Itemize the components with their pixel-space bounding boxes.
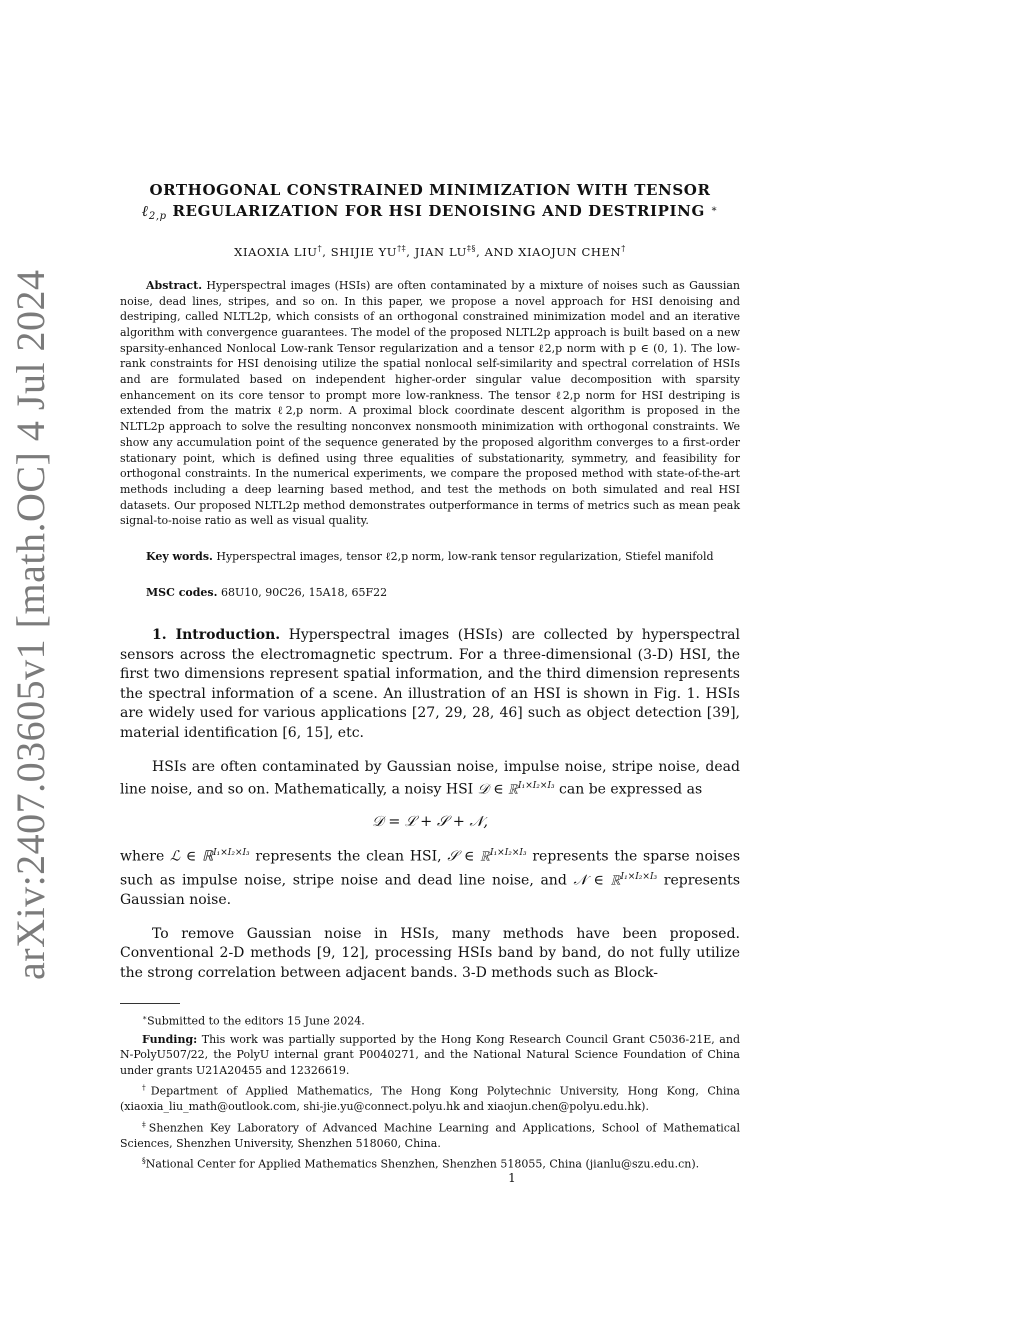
author-name: SHIJIE YU (330, 244, 398, 259)
paper-page (120, 176, 740, 1172)
where-text-b: represents the clean HSI, (249, 849, 448, 866)
title-line-2-text: REGULARIZATION FOR HSI DENOISING AND DESTRIPING (166, 202, 705, 220)
abstract-label: Abstract. (146, 278, 203, 292)
abstract (120, 278, 740, 529)
title-line-2 (120, 200, 740, 227)
dims-superscript: I₁×I₂×I₃ (213, 848, 250, 859)
paper-title (120, 180, 740, 227)
footnote-funding (120, 1032, 740, 1079)
msc-codes (120, 585, 740, 601)
footnote-shenzhen-lab-text: Shenzhen Key Laboratory of Advanced Machine Learning and Applications, School of Mathematical Sciences, Shenzhen University, Shenzhen 518060, China. (120, 1121, 741, 1150)
author-name: XIAOJUN CHEN (518, 244, 622, 259)
footnote-mark: † (142, 1083, 151, 1093)
author-separator: , (322, 244, 331, 259)
section-heading: 1. Introduction. (152, 627, 281, 644)
dims-superscript: I₁×I₂×I₃ (518, 781, 555, 792)
intro-paragraph-2 (120, 758, 740, 801)
intro-paragraph-3: To remove Gaussian noise in HSIs, many methods have been proposed. Conventional 2-D methods [9, 12], processing HSIs band by band, do not fully utilize the strong correlation between adjacent bands. 3-D methods such as Block- (120, 925, 740, 981)
author-affiliation-mark: † (621, 244, 626, 253)
msc-label: MSC codes. (146, 585, 218, 599)
intro-paragraph-1-text: Hyperspectral images (HSIs) are collected by hyperspectral sensors across the electromagnetic spectrum. For a three-dimensional (3-D) HSI, the first two dimensions represent spatial information, and the third dimension represents the spectral information of a scene. An illustration of an HSI is shown in Fig. 1. HSIs are widely used for various applications [27, 29, 28, 46] such as object detection [39], material identification [6, 15], etc. (120, 627, 740, 742)
author-affiliation-mark: †‡ (397, 244, 407, 253)
page-number: 1 (508, 1171, 516, 1185)
keywords (120, 549, 740, 565)
author-name: XIAOXIA LIU (234, 244, 318, 259)
footnote-ncam (120, 1153, 740, 1172)
author-affiliation-mark: † (317, 244, 323, 253)
msc-text: 68U10, 90C26, 15A18, 65F22 (220, 585, 388, 599)
intro-paragraph-1 (120, 626, 740, 744)
footnote-submitted (120, 1010, 740, 1029)
footnote-mark: § (142, 1156, 146, 1166)
intro-paragraph-2-text-a: HSIs are often contaminated by Gaussian noise, impulse noise, stripe noise, dead line noise, and so on. Mathematically, a noisy HSI (120, 758, 740, 798)
abstract-text: Hyperspectral images (HSIs) are often contaminated by a mixture of noises such as Gaussian noise, dead lines, stripes, and so on. In this paper, we propose a novel approach for HSI denoising and destriping, called NLTL2p, which consists of an orthogonal constrained minimization model and an iterative algorithm with convergence guarantees. The model of the proposed NLTL2p approach is built based on a new sparsity-enhanced Nonlocal Low-rank Tensor regularization and a tensor ℓ2,p norm with p ∈ (0, 1). The low-rank constraints for HSI denoising utilize the spatial nonlocal self-similarity and spectral correlation of HSIs and are formulated based on independent higher-order singular value decomposition with sparsity enhancement on its core tensor to prompt more low-rankness. The tensor ℓ2,p norm for HSI destriping is extended from the matrix ℓ2,p norm. A proximal block coordinate descent algorithm is proposed in the NLTL2p approach to solve the resulting nonconvex nonsmooth minimization with orthogonal constraints. We show any accumulation point of the sequence generated by the proposed algorithm converges to a first-order stationary point, which is defined using three equalities of substationarity, symmetry, and feasibility for orthogonal constraints. In the numerical experiments, we compare the proposed method with state-of-the-art methods including a deep learning based method, and test the methods on both simulated and real HSI datasets. Our proposed NLTL2p method demonstrates outperformance in terms of metrics such as mean peak signal-to-noise ratio as well as visual quality. (120, 278, 740, 528)
footnotes (120, 1010, 740, 1172)
footnote-shenzhen-lab (120, 1117, 740, 1152)
sparse-noise-symbol: 𝒮 ∈ ℝ (447, 849, 491, 866)
author-separator: , AND (476, 244, 519, 259)
footnote-mark: ∗ (142, 1013, 148, 1023)
gaussian-noise-symbol: 𝒩 ∈ ℝ (573, 872, 621, 889)
footnote-department (120, 1080, 740, 1115)
footnote-rule (120, 1003, 180, 1004)
decomposition-equation: 𝒟 = ℒ + 𝒮 + 𝒩, (372, 814, 488, 831)
author-affiliation-mark: ‡§ (466, 244, 477, 253)
funding-text: This work was partially supported by the Hong Kong Research Council Grant C5036-21E, and N-PolyU507/22, the PolyU internal grant P0040271, and the National Natural Science Foundation of China under grants U21A20455 and 12326619. (120, 1032, 740, 1077)
noisy-hsi-symbol: 𝒟 ∈ ℝ (477, 781, 519, 798)
keywords-label: Key words. (146, 550, 213, 564)
title-footnote-mark: ∗ (710, 204, 719, 215)
keywords-text: Hyperspectral images, tensor ℓ2,p norm, low-rank tensor regularization, Stiefel manifold (216, 550, 714, 564)
where-text-d: represents Gaussian noise. (120, 872, 740, 908)
where-text-a: where (120, 849, 171, 866)
title-ell-subscript: 2,p (148, 211, 167, 222)
intro-paragraph-2-text-b: can be expressed as (554, 781, 703, 798)
where-paragraph (120, 844, 740, 910)
funding-label: Funding: (142, 1032, 198, 1046)
clean-hsi-symbol: ℒ ∈ ℝ (170, 849, 214, 866)
author-separator: , (406, 244, 415, 259)
dims-superscript: I₁×I₂×I₃ (620, 871, 658, 882)
footnote-department-text: Department of Applied Mathematics, The Hong Kong Polytechnic University, Hong Kong, China (xiaoxia_liu_math@outlook.com, shi-jie.yu@connect.polyu.hk and xiaojun.chen@polyu.edu.hk). (120, 1084, 740, 1114)
author-name: JIAN LU (414, 244, 467, 259)
where-text-c: represents the sparse noises such as impulse noise, stripe noise and dead line noise, and (120, 849, 741, 889)
footnote-ncam-text: National Center for Applied Mathematics Shenzhen, Shenzhen 518055, China (jianlu@szu.edu.cn). (145, 1157, 700, 1171)
arxiv-identifier: arXiv:2407.03605v1 [math.OC] 4 Jul 2024 (8, 269, 53, 980)
title-ell-symbol: ℓ (141, 202, 149, 220)
dims-superscript: I₁×I₂×I₃ (490, 848, 527, 859)
footnote-mark: ‡ (142, 1119, 149, 1129)
author-list (120, 241, 740, 260)
footnote-submitted-text: Submitted to the editors 15 June 2024. (147, 1015, 365, 1029)
title-line-1: ORTHOGONAL CONSTRAINED MINIMIZATION WITH TENSOR (149, 181, 711, 199)
